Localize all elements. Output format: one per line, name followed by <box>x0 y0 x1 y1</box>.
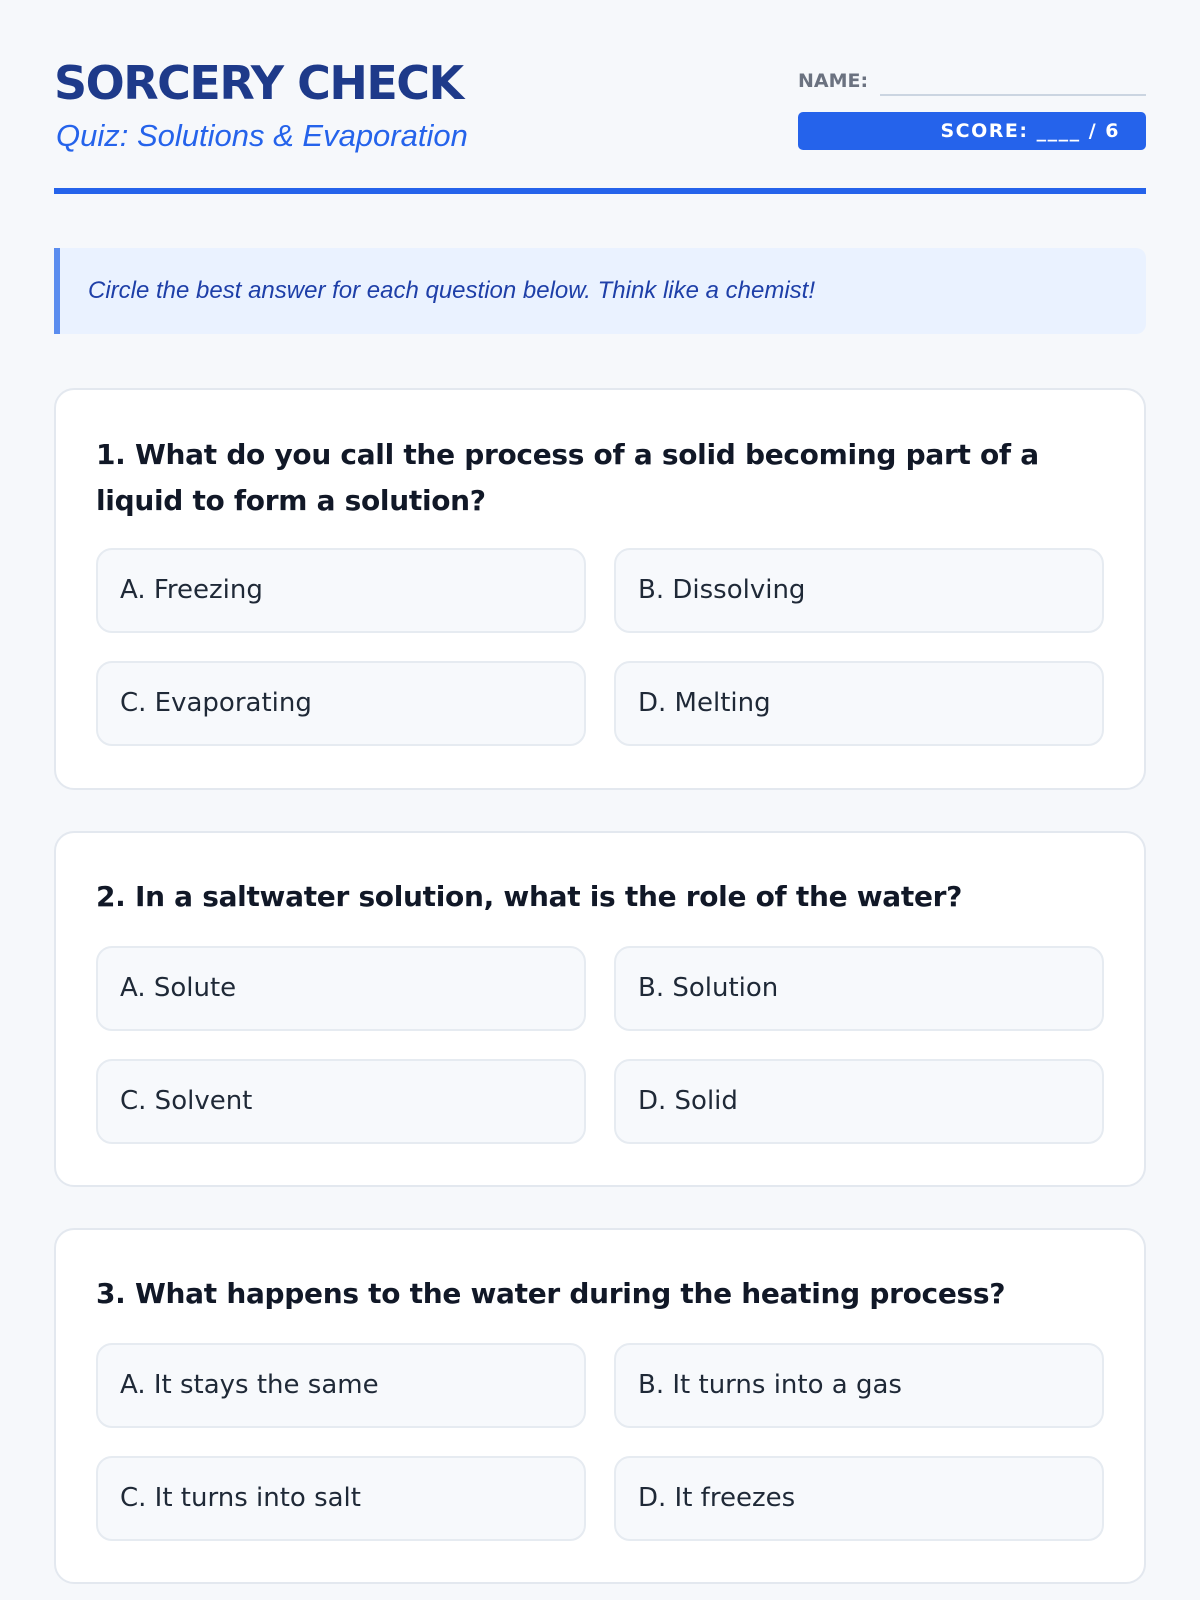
instructions-box: Circle the best answer for each question below. Think like a chemist! <box>54 248 1146 334</box>
quiz-title: SORCERY CHECK <box>54 56 463 110</box>
option-2a[interactable]: A. Solute <box>96 946 586 1031</box>
question-text-1: 1. What do you call the process of a solid becoming part of a liquid to form a solution? <box>96 438 1039 517</box>
option-1d[interactable]: D. Melting <box>614 661 1104 746</box>
score-box: SCORE: ____ / 6 <box>798 112 1146 150</box>
option-1b[interactable]: B. Dissolving <box>614 548 1104 633</box>
question-card-2 <box>54 831 1146 1187</box>
option-3b[interactable]: B. It turns into a gas <box>614 1343 1104 1428</box>
option-3c[interactable]: C. It turns into salt <box>96 1456 586 1541</box>
options-grid-2 <box>96 946 1104 1144</box>
option-1a[interactable]: A. Freezing <box>96 548 586 633</box>
option-3a[interactable]: A. It stays the same <box>96 1343 586 1428</box>
option-3d[interactable]: D. It freezes <box>614 1456 1104 1541</box>
question-text-2: 2. In a saltwater solution, what is the role of the water? <box>96 880 963 913</box>
options-grid-1 <box>96 548 1104 746</box>
option-1c[interactable]: C. Evaporating <box>96 661 586 746</box>
option-2c[interactable]: C. Solvent <box>96 1059 586 1144</box>
option-2d[interactable]: D. Solid <box>614 1059 1104 1144</box>
option-2b[interactable]: B. Solution <box>614 946 1104 1031</box>
quiz-header <box>54 0 1146 194</box>
name-label: NAME: <box>798 70 869 92</box>
name-field[interactable] <box>798 66 1146 98</box>
options-grid-3 <box>96 1343 1104 1541</box>
question-text-3: 3. What happens to the water during the heating process? <box>96 1277 1006 1310</box>
quiz-subtitle: Quiz: Solutions & Evaporation <box>56 118 468 153</box>
name-underline[interactable] <box>880 94 1146 96</box>
question-card-3 <box>54 1228 1146 1584</box>
question-card-1 <box>54 388 1146 790</box>
